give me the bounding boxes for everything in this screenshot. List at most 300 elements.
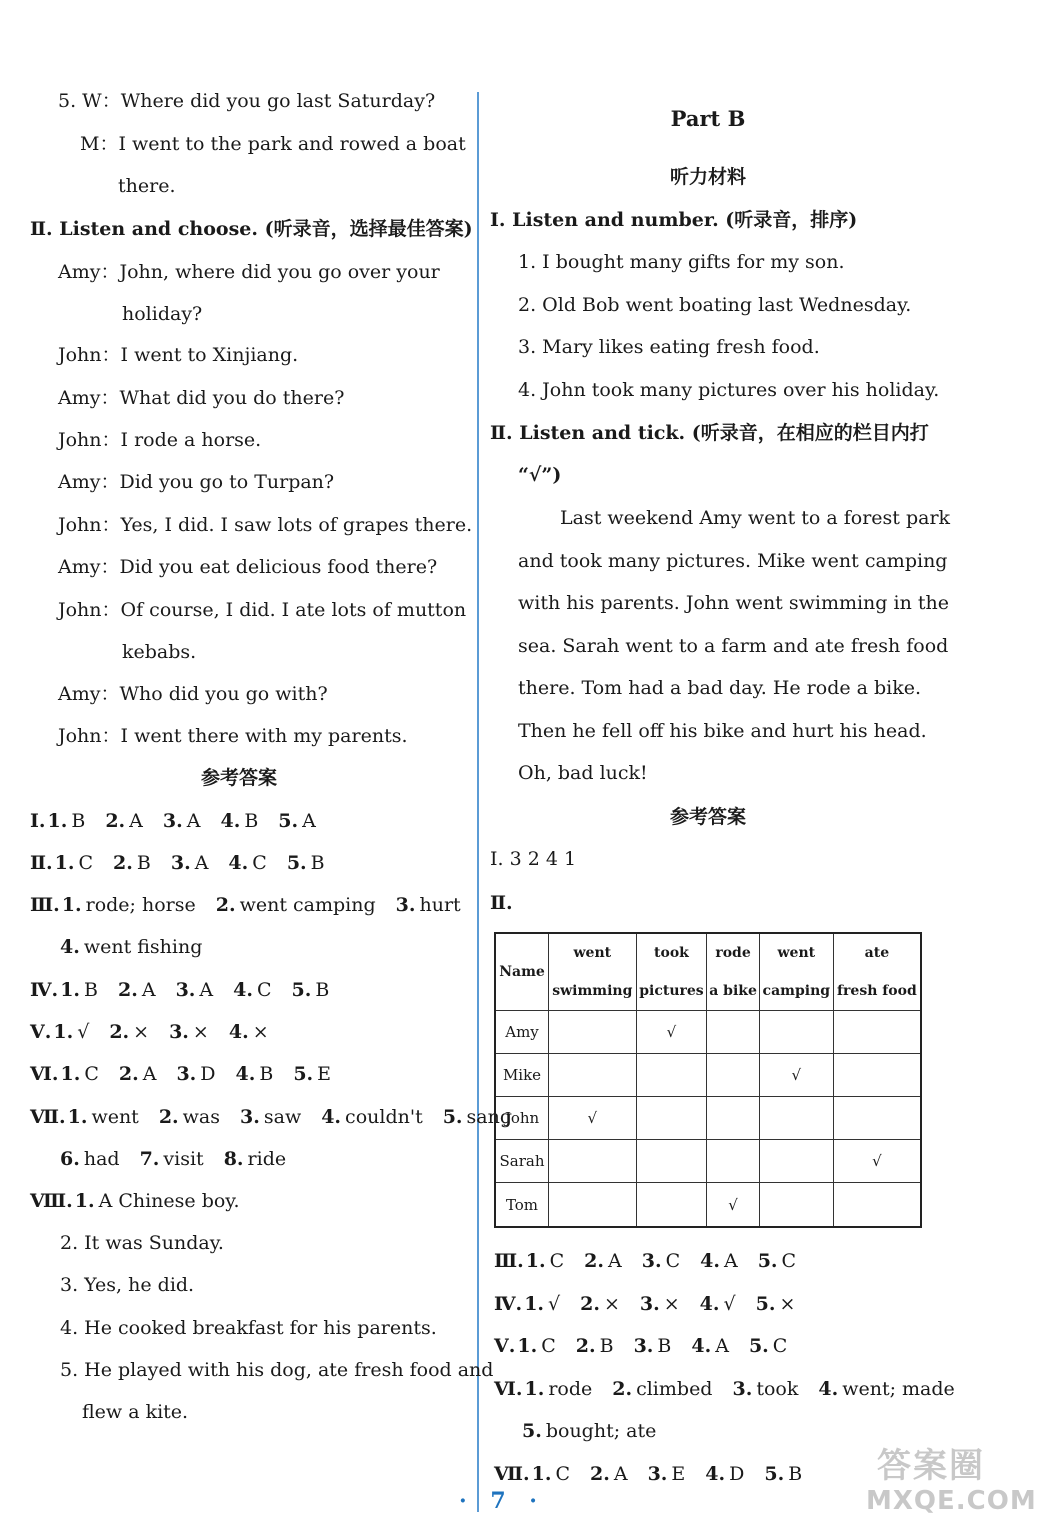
answer-item: [756, 1291, 796, 1317]
answer-item: [705, 1461, 744, 1487]
section-number: Ⅲ.: [494, 1250, 524, 1272]
right-section-1-title: Ⅰ. Listen and number. (听录音，排序): [490, 209, 858, 231]
answer-item: [105, 808, 143, 834]
answer-item: [700, 1248, 738, 1274]
item-number: 5.: [286, 852, 307, 874]
dialogue-text: Who did you go with?: [119, 683, 328, 705]
passage-line: Then he fell off his bike and hurt his head.: [518, 720, 927, 742]
item-answer: C: [252, 852, 267, 874]
item-answer: A: [194, 852, 209, 874]
item-number: 1.: [524, 1293, 545, 1315]
answer-row: [494, 1376, 975, 1402]
dialogue-line: [58, 385, 344, 411]
item-answer: A: [608, 1250, 622, 1272]
answer-item: [233, 977, 271, 1003]
answer-row: [60, 934, 222, 960]
item-number: 4.: [235, 1063, 256, 1085]
answer-item: [55, 850, 93, 876]
tick-cell: [636, 1054, 707, 1097]
item-number: 3.: [639, 1293, 660, 1315]
answers-title-left: 参考答案: [200, 767, 277, 789]
dialogue-line: [58, 723, 408, 749]
dialogue-text: kebabs.: [122, 641, 197, 663]
dialogue-text: Did you go to Turpan?: [119, 471, 335, 493]
listening-material-title: 听力材料: [669, 166, 746, 188]
item-answer: ×: [603, 1293, 620, 1315]
answer-item: [321, 1104, 423, 1130]
item-answer: went fishing: [83, 936, 203, 958]
dialogue-line: [58, 512, 472, 538]
answer-item: [700, 1291, 736, 1317]
passage-line: Last weekend Amy went to a forest park: [560, 507, 951, 529]
table-header-activity: [833, 933, 921, 1011]
item-answer: ×: [779, 1293, 796, 1315]
answer-item: [396, 892, 461, 918]
section-2-title: Ⅱ. Listen and choose. (听录音，选择最佳答案): [30, 218, 473, 240]
item-number: 3.: [647, 1463, 668, 1485]
answer-item: [287, 850, 325, 876]
answer-row: [30, 808, 336, 834]
item-number: 1.: [524, 1378, 545, 1400]
item-number: 4.: [699, 1293, 720, 1315]
dialogue-text: John, where did you go over your: [119, 261, 440, 283]
table-row: [495, 1011, 921, 1054]
answer-item: [764, 1461, 802, 1487]
answer-item: [228, 850, 266, 876]
item-number: 4.: [818, 1378, 839, 1400]
answer-item: [224, 1146, 286, 1172]
item-answer: E: [671, 1463, 686, 1485]
q5-m-line-cont: there.: [118, 175, 176, 197]
section-number: Ⅶ.: [30, 1106, 66, 1128]
item-number: 1.: [517, 1335, 538, 1357]
item-answer: A: [186, 810, 201, 832]
item-answer: D: [729, 1463, 745, 1485]
tick-cell: [549, 1183, 637, 1227]
answer-item: [524, 1291, 560, 1317]
item-number: 5.: [522, 1420, 542, 1442]
section-number: Ⅷ.: [30, 1190, 73, 1212]
speaker-label: Amy：: [58, 261, 120, 283]
dialogue-line: [58, 259, 440, 285]
tick-cell: [707, 1054, 760, 1097]
dialogue-text: I rode a horse.: [120, 429, 262, 451]
answer-8-5: 5. He played with his dog, ate fresh food and: [60, 1359, 494, 1381]
answer-item: [580, 1291, 620, 1317]
answer-row: [494, 1291, 815, 1317]
dialogue-line: [58, 427, 261, 453]
item-answer: B: [259, 1063, 274, 1085]
dialogue-line: [122, 639, 196, 665]
item-answer: A: [142, 1063, 157, 1085]
tick-cell: [549, 1140, 637, 1183]
table-header-name: Name: [495, 933, 549, 1011]
answer-row: [30, 1104, 532, 1130]
dialogue-text: What did you do there?: [119, 387, 345, 409]
watermark-logo: [866, 1446, 1037, 1528]
item-number: 1.: [60, 979, 81, 1001]
item-number: 3.: [633, 1335, 654, 1357]
section-number: Ⅶ.: [494, 1463, 530, 1485]
item-number: 4.: [228, 1021, 249, 1043]
speaker-label: John：: [58, 599, 121, 621]
tick-cell: [759, 1140, 833, 1183]
answer-item: [526, 1248, 564, 1274]
table-header-activity: [759, 933, 833, 1011]
dialogue-line: [58, 681, 328, 707]
tick-cell: [636, 1140, 707, 1183]
tick-cell: √: [833, 1140, 921, 1183]
q5-m-line: M：I went to the park and rowed a boat: [80, 133, 466, 155]
answer-item: [119, 1061, 157, 1087]
item-number: 4.: [220, 810, 241, 832]
section-number: Ⅳ.: [494, 1293, 523, 1315]
row-name: John: [495, 1097, 549, 1140]
section-number: Ⅵ.: [494, 1378, 523, 1400]
item-answer: C: [772, 1335, 788, 1357]
speaker-label: Amy：: [58, 683, 120, 705]
item-answer: B: [136, 852, 151, 874]
answer-item: [293, 1061, 331, 1087]
item-answer: B: [657, 1335, 672, 1357]
dialogue-line: [58, 342, 298, 368]
item-answer: was: [182, 1106, 221, 1128]
answer-item: [60, 977, 98, 1003]
item-number: 3.: [240, 1106, 260, 1128]
answer-row: [30, 850, 345, 876]
answer-item: [216, 892, 376, 918]
section-number: Ⅰ.: [30, 810, 46, 832]
answer-item: [140, 1146, 204, 1172]
answer-item: [118, 977, 156, 1003]
item-number: 2.: [589, 1463, 610, 1485]
answer-item: [163, 808, 201, 834]
tick-cell: [833, 1183, 921, 1227]
answer-item: [612, 1376, 712, 1402]
dialogue-text: holiday?: [122, 303, 203, 325]
dialogue-text: Of course, I did. I ate lots of mutton: [120, 599, 467, 621]
tick-cell: √: [549, 1097, 637, 1140]
item-answer: B: [244, 810, 259, 832]
header-text: rode: [715, 945, 751, 961]
item-number: 3.: [162, 810, 183, 832]
item-number: 2.: [612, 1378, 633, 1400]
item-number: 2.: [118, 1063, 139, 1085]
speaker-label: John：: [58, 429, 121, 451]
dialogue-line: [58, 469, 334, 495]
item-number: 3.: [732, 1378, 753, 1400]
item-answer: C: [665, 1250, 681, 1272]
speaker-label: Amy：: [58, 387, 120, 409]
table-row: [495, 1140, 921, 1183]
item-number: 2.: [109, 1021, 130, 1043]
item-number: 7.: [139, 1148, 160, 1170]
answer-item: [60, 1146, 120, 1172]
item-answer: C: [84, 1063, 99, 1085]
answer-item: [159, 1104, 220, 1130]
item-answer: ×: [133, 1021, 150, 1043]
item-number: 5.: [291, 979, 312, 1001]
dialogue-line: [122, 301, 202, 327]
passage-line: Oh, bad luck!: [518, 762, 648, 784]
item-number: 6.: [60, 1148, 80, 1170]
item-answer: went; made: [842, 1378, 955, 1400]
item-number: 4.: [691, 1335, 712, 1357]
answer-item: [732, 1376, 798, 1402]
table-header-activity: [707, 933, 760, 1011]
tick-cell: [833, 1097, 921, 1140]
header-text: fresh food: [837, 983, 917, 999]
answer-row: [30, 1188, 260, 1214]
item-answer: A: [715, 1335, 729, 1357]
section-number: Ⅲ.: [30, 894, 60, 916]
answer-1-order: Ⅰ. 3 2 4 1: [490, 848, 577, 870]
passage-line: with his parents. John went swimming in the: [518, 592, 949, 614]
number-item-2: 2. Old Bob went boating last Wednesday.: [518, 294, 912, 316]
item-number: 3.: [395, 894, 416, 916]
item-answer: couldn't: [345, 1106, 423, 1128]
header-text: a bike: [709, 983, 757, 999]
answer-row: [30, 1019, 289, 1045]
table-header-activity: [636, 933, 707, 1011]
item-number: 1.: [74, 1190, 95, 1212]
item-number: 5.: [442, 1106, 463, 1128]
item-answer: went camping: [239, 894, 376, 916]
item-number: 2.: [584, 1250, 604, 1272]
answer-item: [60, 1061, 98, 1087]
item-answer: rode; horse: [85, 894, 196, 916]
item-answer: √: [548, 1293, 561, 1315]
answer-item: [691, 1333, 729, 1359]
table-header-row: [495, 933, 921, 1011]
answer-item: [220, 808, 258, 834]
dialogue-text: I went there with my parents.: [120, 725, 408, 747]
answer-row: [494, 1248, 816, 1274]
passage-line: sea. Sarah went to a farm and ate fresh food: [518, 635, 949, 657]
item-number: 1.: [61, 894, 82, 916]
item-number: 3.: [170, 852, 191, 874]
item-number: 4.: [700, 1250, 720, 1272]
item-answer: D: [200, 1063, 216, 1085]
dialogue-text: I went to Xinjiang.: [120, 344, 299, 366]
item-number: 2.: [580, 1293, 600, 1315]
answer-2-label: Ⅱ.: [490, 892, 513, 914]
item-answer: ×: [252, 1021, 269, 1043]
section-number: Ⅵ.: [30, 1063, 59, 1085]
answer-item: [758, 1248, 796, 1274]
answer-item: [62, 892, 196, 918]
tick-cell: √: [759, 1054, 833, 1097]
section-number: Ⅴ.: [494, 1335, 516, 1357]
right-section-2-title-cont: “√”): [518, 464, 562, 486]
header-text: went: [777, 945, 816, 961]
item-answer: B: [310, 852, 325, 874]
item-answer: B: [315, 979, 330, 1001]
item-number: 5.: [757, 1250, 778, 1272]
answer-item: [176, 1061, 215, 1087]
table-body: [495, 1011, 921, 1228]
item-number: 2.: [105, 810, 126, 832]
speaker-label: John：: [58, 725, 121, 747]
watermark-bottom-text: MXQE.COM: [866, 1486, 1037, 1516]
answer-item: [818, 1376, 954, 1402]
answer-item: [176, 977, 214, 1003]
section-number: Ⅳ.: [30, 979, 59, 1001]
passage-line: there. Tom had a bad day. He rode a bike.: [518, 677, 922, 699]
item-number: 3.: [641, 1250, 662, 1272]
answer-item: [171, 850, 209, 876]
speaker-label: John：: [58, 514, 121, 536]
tick-cell: √: [636, 1011, 707, 1054]
item-answer: rode: [548, 1378, 593, 1400]
item-answer: A: [613, 1463, 628, 1485]
item-number: 2.: [215, 894, 236, 916]
answer-item: [109, 1019, 149, 1045]
item-number: 1.: [531, 1463, 552, 1485]
header-text: went: [573, 945, 612, 961]
answer-item: [522, 1418, 656, 1444]
table-row: [495, 1054, 921, 1097]
answer-row: [494, 1461, 822, 1487]
item-answer: A: [199, 979, 214, 1001]
item-answer: went: [91, 1106, 139, 1128]
answer-row: [60, 1146, 306, 1172]
q5-w-line: 5. W：Where did you go last Saturday?: [58, 90, 436, 112]
item-number: 2.: [113, 852, 133, 874]
page-number: · 7 ·: [459, 1488, 545, 1514]
number-item-1: 1. I bought many gifts for my son.: [518, 251, 845, 273]
answer-item: [240, 1104, 301, 1130]
item-answer: ×: [663, 1293, 680, 1315]
answer-item: [590, 1461, 628, 1487]
item-number: 1.: [525, 1250, 546, 1272]
item-answer: C: [78, 852, 94, 874]
item-answer: A: [302, 810, 316, 832]
table-header-activity: [549, 933, 637, 1011]
answer-item: [648, 1461, 686, 1487]
answer-row: [30, 1061, 351, 1087]
part-b-title: Part B: [670, 106, 746, 131]
item-answer: ride: [247, 1148, 287, 1170]
answer-item: [113, 850, 151, 876]
number-item-4: 4. John took many pictures over his holiday.: [518, 379, 940, 401]
answer-item: [532, 1461, 570, 1487]
watermark-top-text: 答案圈: [877, 1446, 985, 1486]
item-number: 3.: [175, 979, 196, 1001]
answer-item: [236, 1061, 274, 1087]
dialogue-line: [58, 597, 466, 623]
answer-item: [584, 1248, 622, 1274]
row-name: Tom: [495, 1183, 549, 1227]
answer-item: [517, 1333, 555, 1359]
item-number: 1.: [53, 1021, 74, 1043]
item-answer: climbed: [636, 1378, 713, 1400]
tick-cell: [833, 1054, 921, 1097]
right-section-2-title: Ⅱ. Listen and tick. (听录音，在相应的栏目内打: [490, 422, 929, 444]
tick-cell: [636, 1183, 707, 1227]
answer-item: [640, 1291, 680, 1317]
item-answer: C: [781, 1250, 797, 1272]
speaker-label: Amy：: [58, 471, 120, 493]
tick-answer-table: [494, 932, 922, 1228]
item-number: 1.: [67, 1106, 88, 1128]
tick-cell: [759, 1183, 833, 1227]
item-number: 4.: [321, 1106, 342, 1128]
item-answer: A: [129, 810, 143, 832]
tick-cell: [833, 1011, 921, 1054]
item-answer: bought; ate: [545, 1420, 657, 1442]
item-answer: B: [84, 979, 98, 1001]
tick-cell: [549, 1011, 637, 1054]
tick-cell: [707, 1140, 760, 1183]
speaker-label: John：: [58, 344, 121, 366]
answer-item: [60, 934, 202, 960]
item-answer: √: [77, 1021, 90, 1043]
answer-8-2: 2. It was Sunday.: [60, 1232, 224, 1254]
answer-item: [278, 808, 316, 834]
header-text: ate: [864, 945, 890, 961]
answer-item: [48, 808, 86, 834]
dialogue-text: Did you eat delicious food there?: [119, 556, 438, 578]
item-number: 2.: [118, 979, 138, 1001]
item-number: 5.: [755, 1293, 776, 1315]
number-item-3: 3. Mary likes eating fresh food.: [518, 336, 820, 358]
section-number: Ⅱ.: [30, 852, 53, 874]
tick-cell: [549, 1054, 637, 1097]
answer-item: [524, 1376, 592, 1402]
item-number: 8.: [223, 1148, 244, 1170]
item-answer: C: [541, 1335, 556, 1357]
item-number: 3.: [169, 1021, 189, 1043]
item-number: 1.: [54, 852, 75, 874]
item-answer: sang: [466, 1106, 513, 1128]
answer-item: [292, 977, 330, 1003]
item-number: 1.: [47, 810, 68, 832]
item-number: 4.: [233, 979, 253, 1001]
row-name: Amy: [495, 1011, 549, 1054]
item-number: 4.: [705, 1463, 726, 1485]
item-answer: √: [723, 1293, 736, 1315]
tick-cell: [759, 1097, 833, 1140]
answer-item: [229, 1019, 269, 1045]
item-answer: A: [141, 979, 156, 1001]
item-number: 5.: [293, 1063, 314, 1085]
answer-row: [494, 1333, 807, 1359]
answer-8-4: 4. He cooked breakfast for his parents.: [60, 1317, 437, 1339]
passage-line: and took many pictures. Mike went camping: [518, 550, 948, 572]
answer-8-3: 3. Yes, he did.: [60, 1274, 195, 1296]
item-answer: E: [317, 1063, 332, 1085]
speaker-label: Amy：: [58, 556, 120, 578]
tick-cell: [707, 1097, 760, 1140]
answer-row: [30, 977, 349, 1003]
item-answer: had: [83, 1148, 120, 1170]
item-number: 2.: [158, 1106, 179, 1128]
header-text: pictures: [639, 983, 704, 999]
item-answer: A: [723, 1250, 738, 1272]
item-answer: A Chinese boy.: [98, 1190, 240, 1212]
item-answer: C: [555, 1463, 570, 1485]
table-row: [495, 1183, 921, 1227]
answer-8-5-cont: flew a kite.: [82, 1401, 189, 1423]
item-answer: C: [549, 1250, 565, 1272]
item-answer: B: [71, 810, 86, 832]
item-number: 5.: [764, 1463, 785, 1485]
item-number: 1.: [60, 1063, 81, 1085]
column-divider: [477, 92, 479, 1512]
answer-item: [68, 1104, 139, 1130]
item-answer: B: [788, 1463, 803, 1485]
